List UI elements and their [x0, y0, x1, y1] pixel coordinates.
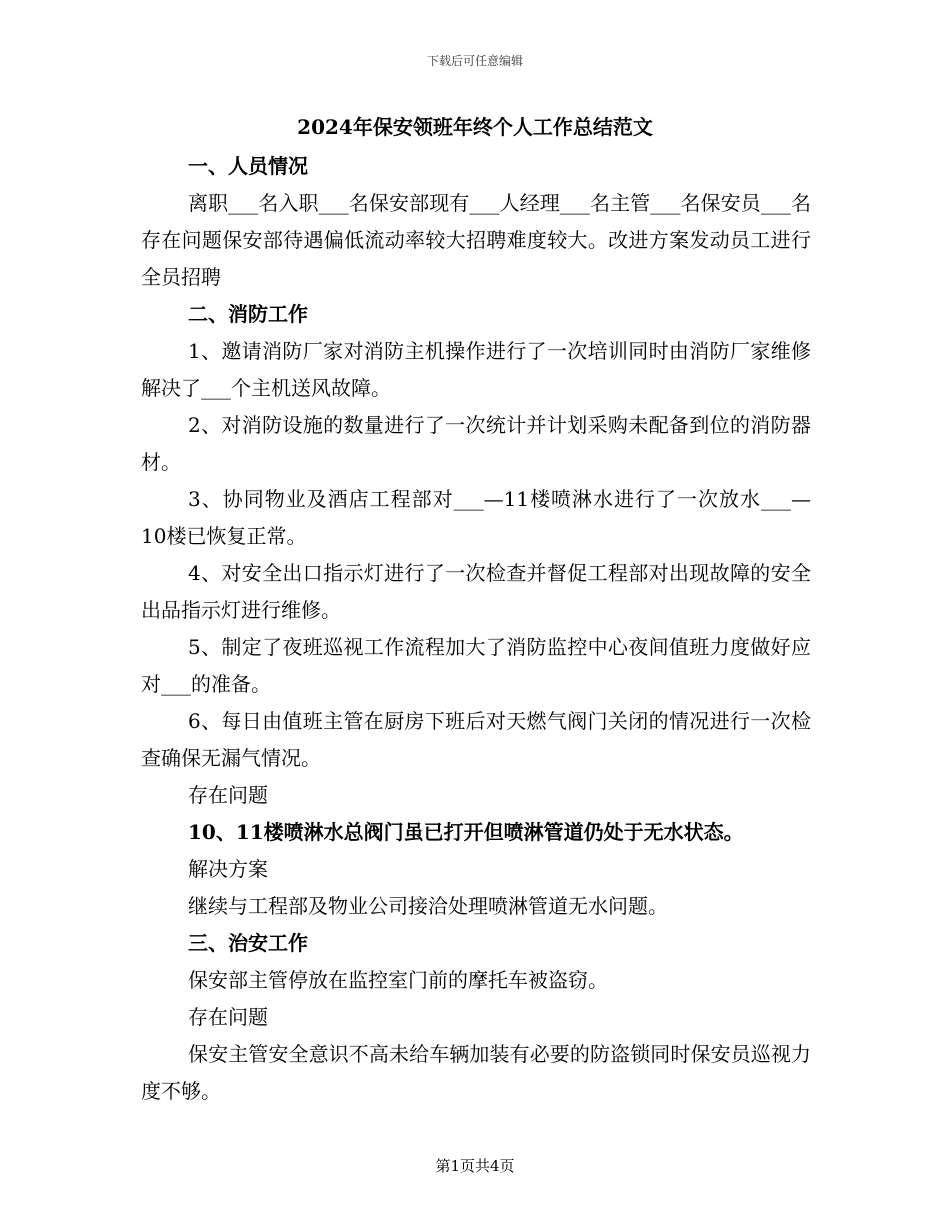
problem-text-security: 保安主管安全意识不高未给车辆加装有必要的防盗锁同时保安员巡视力度不够。 — [141, 1042, 811, 1103]
solution-label-fire: 解决方案 — [188, 857, 268, 881]
list-item-fire-6: 6、每日由值班主管在厨房下班后对天燃气阀门关闭的情况进行一次检查确保无漏气情况。 — [141, 709, 811, 770]
list-item-fire-2: 2、对消防设施的数量进行了一次统计并计划采购未配备到位的消防器材。 — [141, 413, 811, 474]
list-item-fire-5: 5、制定了夜班巡视工作流程加大了消防监控中心夜间值班力度做好应对___的准备。 — [141, 635, 811, 696]
list-item-fire-4: 4、对安全出口指示灯进行了一次检查并督促工程部对出现故障的安全出品指示灯进行维修。 — [141, 561, 811, 622]
section-heading-security: 三、治安工作 — [188, 931, 308, 955]
page-number-footer: 第1页共4页 — [435, 1157, 515, 1175]
paragraph-personnel: 离职___名入职___名保安部现有___人经理___名主管___名保安员___名存在问题保安部待遇偏低流动率较大招聘难度较大。改进方案发动员工进行全员招聘 — [141, 191, 811, 289]
list-item-fire-3: 3、协同物业及酒店工程部对___—11楼喷淋水进行了一次放水___—10楼已恢复正常。 — [141, 487, 811, 548]
section-heading-fire-safety: 二、消防工作 — [188, 302, 308, 326]
section-heading-personnel: 一、人员情况 — [188, 154, 308, 178]
paragraph-security: 保安部主管停放在监控室门前的摩托车被盗窃。 — [188, 968, 608, 992]
page-header-note: 下载后可任意编辑 — [426, 54, 523, 68]
document-body — [141, 148, 811, 1110]
document-title: 2024年保安领班年终个人工作总结范文 — [297, 115, 653, 139]
problem-label-security: 存在问题 — [188, 1005, 268, 1029]
problem-label-fire: 存在问题 — [188, 783, 268, 807]
list-item-fire-1: 1、邀请消防厂家对消防主机操作进行了一次培训同时由消防厂家维修解决了___个主机送风故障。 — [141, 339, 811, 400]
problem-text-fire: 10、11楼喷淋水总阀门虽已打开但喷淋管道仍处于无水状态。 — [188, 820, 744, 844]
solution-text-fire: 继续与工程部及物业公司接洽处理喷淋管道无水问题。 — [188, 894, 668, 918]
